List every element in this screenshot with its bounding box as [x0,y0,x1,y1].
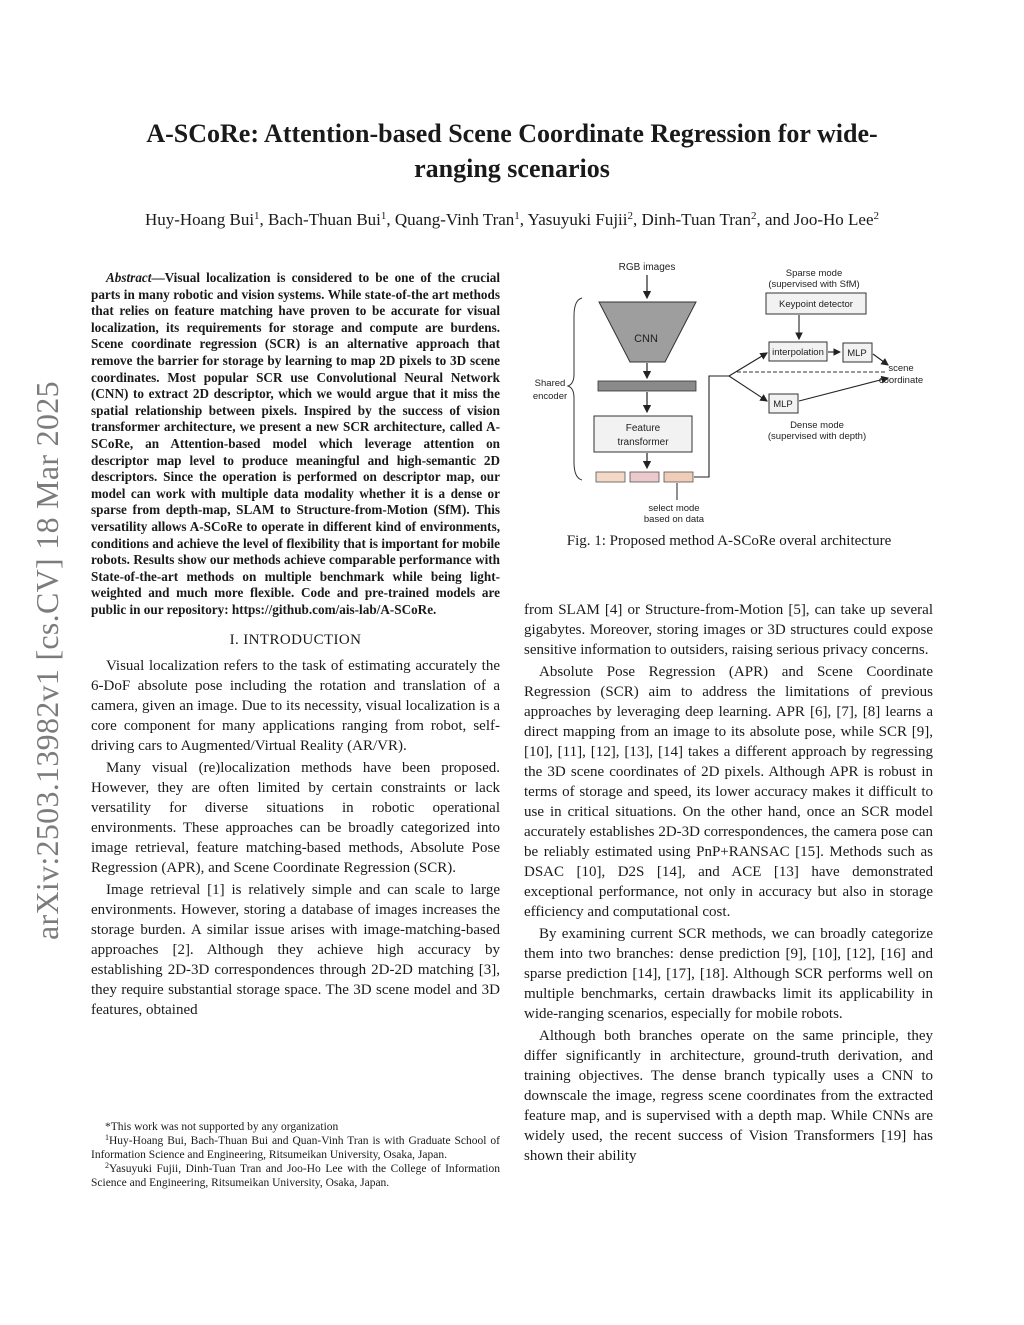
footnote [91,1162,500,1190]
route-to-interpolation-arrow [729,353,767,376]
author-affiliation-marker: 2 [627,210,634,222]
abstract [91,270,500,618]
shared-encoder-label: encoder [532,391,568,402]
scene-coordinate-label: coordinate [878,375,924,386]
route-to-mlp-arrow [729,376,767,401]
section-heading-introduction: I. INTRODUCTION [229,632,362,649]
dense-mlp-to-scene-arrow [799,378,888,401]
cnn-trapezoid [599,302,696,362]
cnn-label: CNN [634,333,658,345]
right-column [524,600,933,1168]
author-name: Quang-Vinh Tran [394,210,515,229]
paragraph: Image retrieval [1] is relatively simple and can scale to large environments. However, storing a database of images increases the storage burden. A similar issue arises with image-matching-based approaches [2]. Although they achieve high accuracy by establishing 2D-3D correspondences through 2D-2D matching [3], they require substantial storage space. The 3D scene model and 3D features, obtained [91,882,500,1019]
paragraph: Absolute Pose Regression (APR) and Scene Coordinate Regression (SCR) aim to address the limitations of previous approaches by leveraging deep learning. APR [6], [7], [8] learns a direct mapping from an image to its absolute pose, while SCR [9], [10], [11], [12], [13], [14] takes a different approach by regressing the 3D scene coordinates of 2D pixels. Although APR is robust in terms of storage and speed, its lower accuracy makes it difficult to use in critical situations. On the other hand, once an SCR model accurately establishes 2D-3D correspondences, the camera pose can be reliably estimated using PnP+RANSAC [15]. Methods such as DSAC [10], D2S [14], and ACE [13] have demonstrated exceptional performance, not only in accuracy but also in storage efficiency and computational cost. [524,664,933,920]
paper-title: A-SCoRe: Attention-based Scene Coordinate Regression for wide-ranging scenarios [146,119,878,183]
mlp-to-scene-arrow [873,354,888,365]
author-affiliation-marker: 2 [873,210,880,222]
left-column [91,270,500,1022]
routing-line [694,376,729,477]
footnote-text: *This work was not supported by any organization [105,1121,339,1133]
descriptor-tile [596,472,625,482]
descriptor-bar [598,381,696,391]
abstract-text: Visual localization is considered to be one of the crucial parts in many robotic and vision systems. While state-of-the art methods that relies on feature matching have proven to be accurate for visual localization, its requirements for storage and compute are burdens. Scene coordinate regression (SCR) is an alternative approach that remove the barrier for storage by learning to map 2D pixels to 3D scene coordinates. Most popular SCR use Convolutional Neural Network (CNN) to extract 2D descriptor, which we would argue that it miss the spatial relationship between pixels. Inspired by the success of vision transformer architecture, we present a new SCR architecture, called A-SCoRe, an Attention-based model which leverage attention on descriptor map level to produce meaningful and high-semantic 2D descriptors. Since the operation is performed on descriptor map, our model can work with multiple data modality whether it is a dense or sparse from depth-map, SLAM to Structure-from-Motion (SfM). This versatility allows A-SCoRe to operate in different kind of environments, conditions and achieve the level of flexibility that is important for mobile robots. Results show our methods achieve comparable performance with State-of-the-art methods on multiple benchmark while being light-weighted and much more flexible. Code and pre-trained models are public in our repository: https://github.com/ais-lab/A-SCoRe. [91,270,500,617]
figure-architecture [524,256,934,536]
author-name: Dinh-Tuan Tran [641,210,751,229]
footnote-text: Huy-Hoang Bui, Bach-Thuan Bui and Quan-Vinh Tran is with Graduate School of Information Science and Engineering, Ritsumeikan University, Osaka, Japan. [91,1135,500,1161]
author-name: Bach-Thuan Bui [268,210,381,229]
dense-mode-label: Dense mode [790,420,844,431]
sparse-mode-label: (supervised with SfM) [768,279,860,290]
paragraph: Although both branches operate on the same principle, they differ significantly in architecture, ground-truth derivation, and training objectives. The dense branch typically uses a CNN to downscale the image, regress scene coordinates from the extracted feature map, and is supervised with a depth map. While CNNs are widely used, the recent success of Vision Transformers [19] has shown their ability [524,1028,933,1164]
scene-coordinate-label: scene [888,363,914,374]
author-affiliation-marker: 1 [254,210,260,222]
keypoint-detector-label: Keypoint detector [779,299,853,310]
descriptor-tile [664,472,693,482]
author-affiliation-marker: 2 [750,210,757,222]
shared-encoder-brace [568,298,582,480]
author-name: Huy-Hoang Bui [144,210,255,229]
footnote-marker: 2 [105,1161,109,1170]
footnotes [91,1120,500,1190]
feature-transformer-label: Feature [625,423,661,434]
shared-encoder-label: Shared [534,378,566,389]
sparse-mode-label: Sparse mode [785,268,843,279]
rgb-images-label: RGB images [618,262,676,273]
author-name: and Joo-Ho Lee [764,210,874,229]
author-affiliation-marker: 1 [380,210,387,222]
paragraph: By examining current SCR methods, we can broadly categorize them into two branches: dense prediction [9], [10], [12], [16] and sparse prediction [14], [17], [18]. Although SCR performs well on multiple benchmarks, certain drawbacks limit its applicability in wide-ranging scenarios, especially for mobile robots. [524,926,933,1022]
figure-caption: Fig. 1: Proposed method A-SCoRe overal architecture [566,533,892,549]
paragraph: from SLAM [4] or Structure-from-Motion [5], can take up several gigabytes. Moreover, storing images or 3D structures could expose sensitive information to outsiders, raising serious privacy concerns. [524,602,933,658]
paragraph: Many visual (re)localization methods have been proposed. However, they are often limited by certain constraints or lack versatility for diverse situations in robotic operational environments. These approaches can be broadly categorized into image retrieval, feature matching-based methods, Absolute Pose Regression (APR), and Scene Coordinate Regression (SCR). [91,760,500,877]
arxiv-stamp [14,348,74,948]
paragraph: Visual localization refers to the task of estimating accurately the 6-DoF absolute pose including the rotation and translation of a camera, given an image. Due to its necessity, visual localization is a core component for many applications ranging from robot, self-driving cars to Augmented/Virtual Reality (AR/VR). [91,658,500,755]
select-mode-label: based on data [643,514,705,525]
abstract-dash: — [151,270,165,285]
author-list: Huy-Hoang Bui$^1$, Bach-Thuan Bui$^1$, Quang-Vinh Tran$^1$, Yasuyuki Fujii$^2$, Dinh-Tuan Tran$^2$, and Joo-Ho Lee$^2$ [144,210,880,229]
mlp-label: MLP [847,348,867,359]
author-name: Yasuyuki Fujii [527,210,628,229]
arxiv-id: arXiv:2503.13982v1 [cs.CV] 18 Mar 2025 [29,381,65,940]
footnote-marker: 1 [105,1133,109,1142]
descriptor-tile [630,472,659,482]
mlp-label: MLP [773,399,793,410]
feature-transformer-label: transformer [617,437,669,448]
dense-mode-label: (supervised with depth) [767,431,867,442]
author-affiliation-marker: 1 [514,210,520,222]
select-mode-label: select mode [648,503,700,514]
footnote [91,1134,500,1162]
interpolation-label: interpolation [772,347,824,358]
abstract-lead: Abstract [106,270,152,285]
footnote [91,1120,500,1134]
footnote-text: Yasuyuki Fujii, Dinh-Tuan Tran and Joo-Ho Lee with the College of Information Science and Engineering, Ritsumeikan University, Osaka, Japan. [91,1163,500,1189]
